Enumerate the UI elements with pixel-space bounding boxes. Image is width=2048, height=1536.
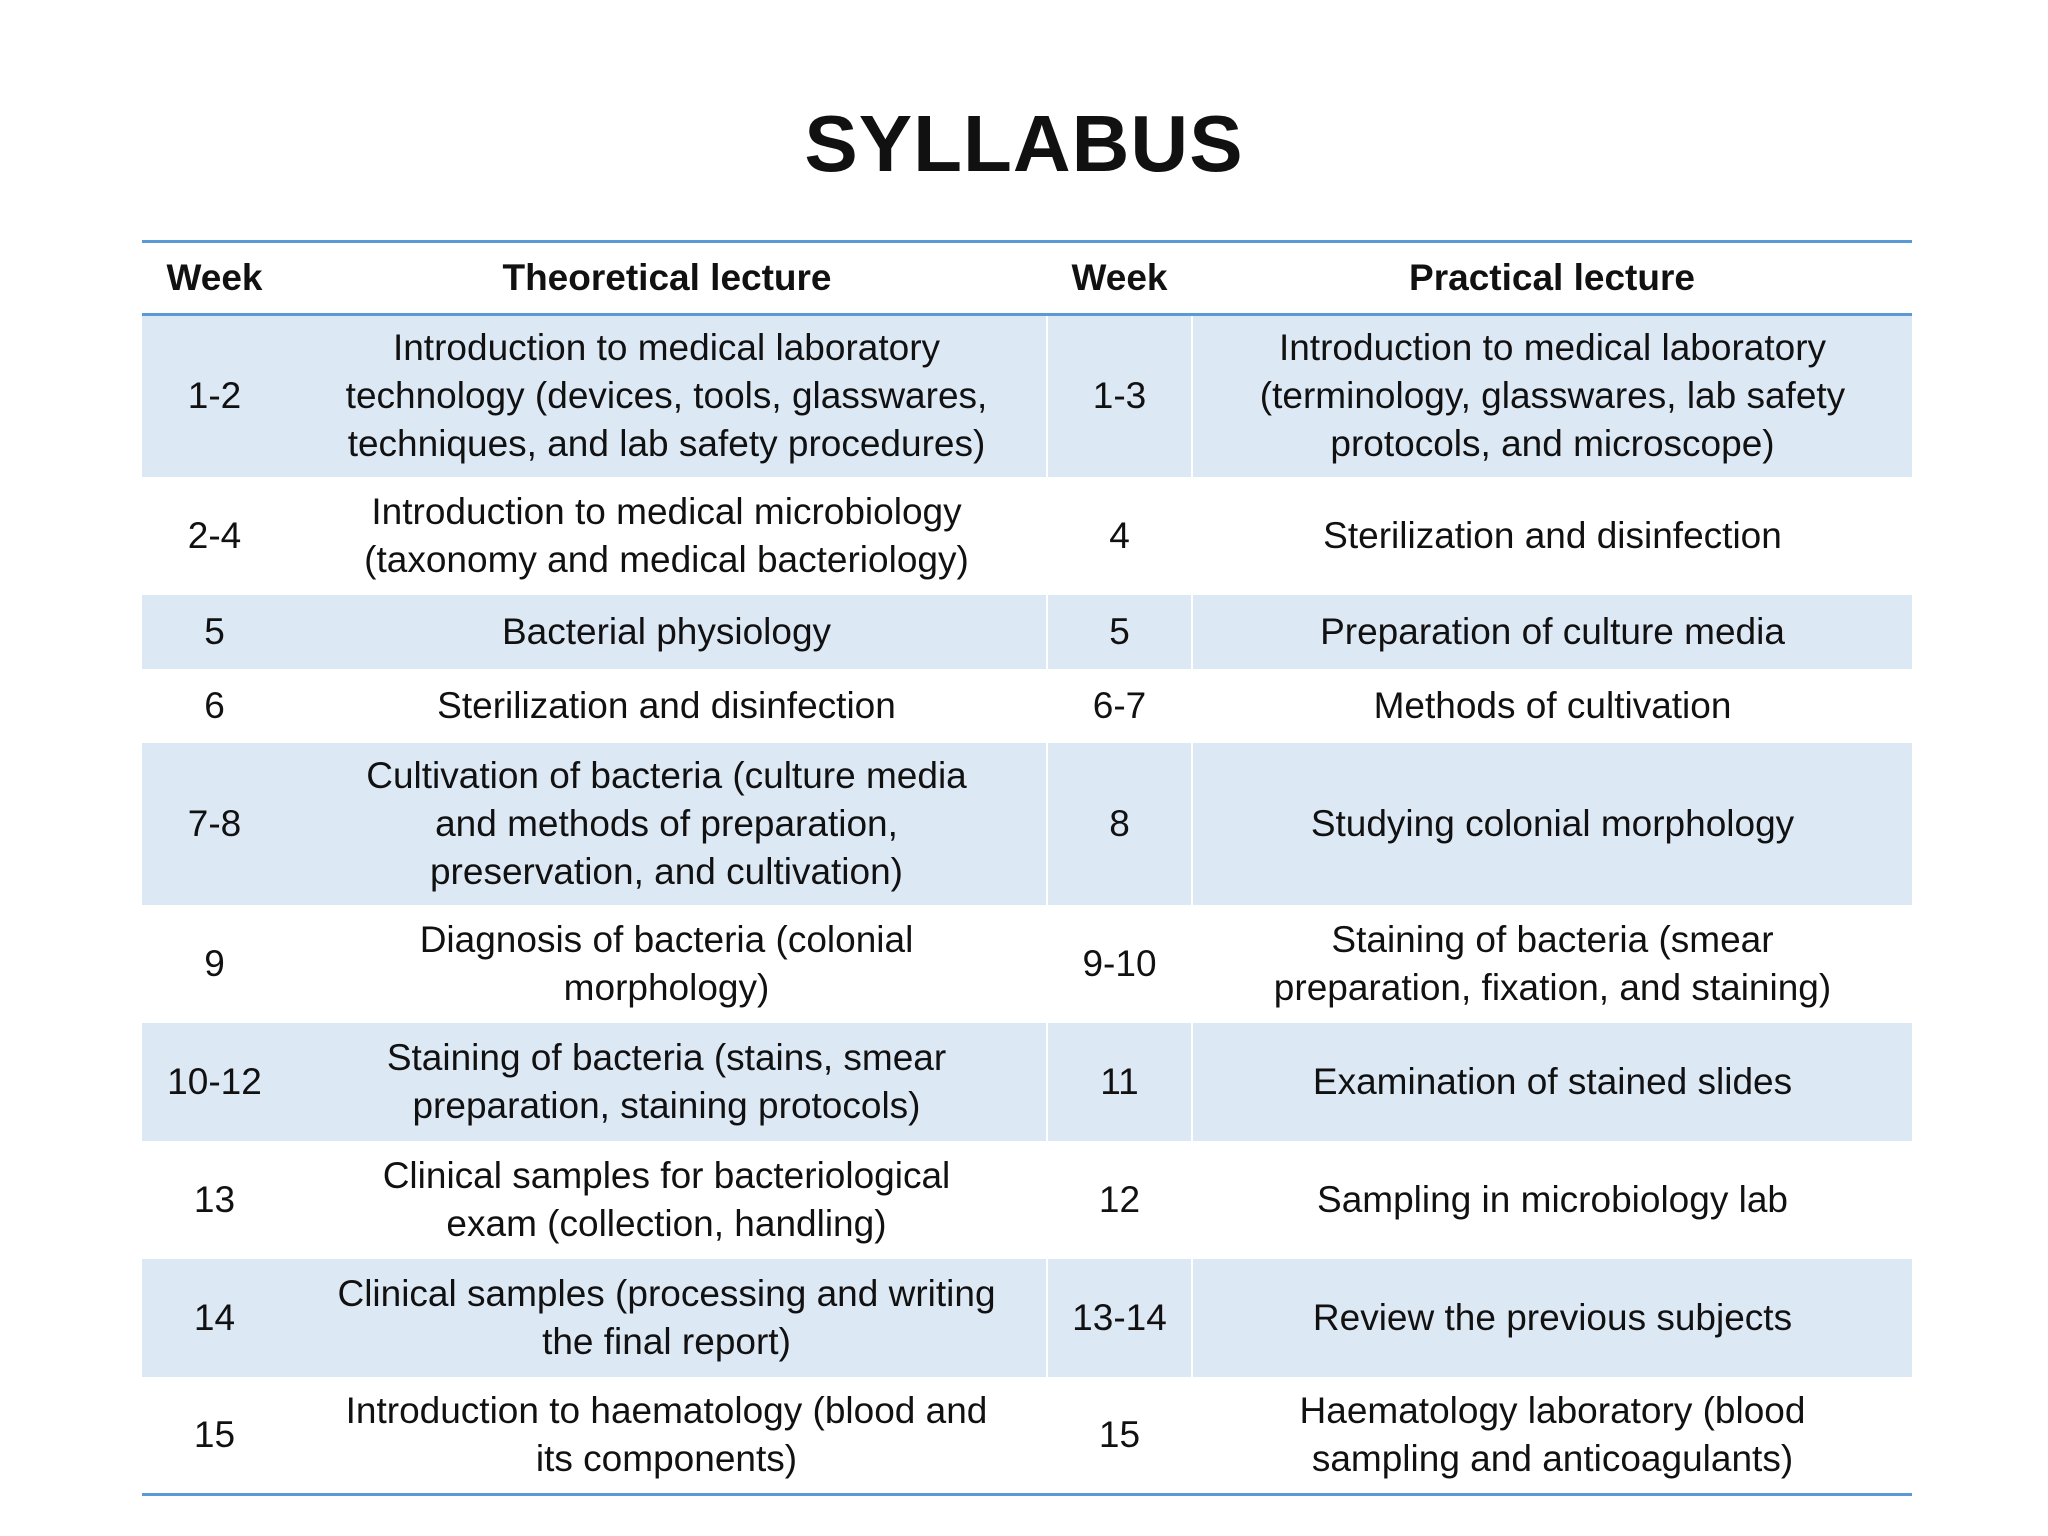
table-row [142,595,1912,669]
cell-theoretical-lecture [287,669,1047,743]
cell-week-practical: 1-3 [1047,315,1192,477]
cell-practical-lecture [1192,743,1912,905]
cell-practical-lecture [1192,1259,1912,1377]
cell-week-practical: 5 [1047,595,1192,669]
cell-theoretical-lecture-text [383,1152,951,1248]
cell-theoretical-lecture-line: Sterilization and disinfection [437,684,896,726]
cell-practical-lecture [1192,1141,1912,1259]
cell-practical-lecture-text [1300,1387,1806,1483]
cell-practical-lecture-line: protocols, and microscope) [1330,423,1775,465]
cell-week-theory: 6 [142,669,287,743]
cell-theoretical-lecture-line: its components) [535,1437,798,1479]
header-week-theory: Week [142,242,287,315]
cell-theoretical-lecture [287,1377,1047,1495]
cell-theoretical-lecture-text [502,608,831,656]
cell-theoretical-lecture-line: exam (collection, handling) [446,1202,887,1244]
cell-practical-lecture-line: Examination of stained slides [1312,1060,1793,1102]
cell-practical-lecture [1192,669,1912,743]
cell-theoretical-lecture-text [364,488,969,584]
cell-theoretical-lecture-text [346,324,988,468]
cell-theoretical-lecture-line: Introduction to medical laboratory [392,327,941,369]
cell-week-practical: 9-10 [1047,905,1192,1023]
cell-week-theory: 14 [142,1259,287,1377]
cell-week-theory: 5 [142,595,287,669]
cell-practical-lecture-line: (terminology, glasswares, lab safety [1259,375,1846,417]
cell-practical-lecture-text [1311,800,1794,848]
header-practical-lecture: Practical lecture [1192,242,1912,315]
cell-practical-lecture-text [1274,916,1831,1012]
cell-theoretical-lecture-line: Introduction to medical microbiology [371,490,962,532]
cell-week-practical: 15 [1047,1377,1192,1495]
cell-practical-lecture-text [1320,608,1785,656]
table-row [142,669,1912,743]
table-row [142,1259,1912,1377]
cell-theoretical-lecture [287,1141,1047,1259]
cell-week-practical: 13-14 [1047,1259,1192,1377]
cell-theoretical-lecture-line: morphology) [563,966,770,1008]
cell-theoretical-lecture-line: Clinical samples for bacteriological [382,1154,951,1196]
cell-practical-lecture-text [1313,1294,1792,1342]
cell-week-practical: 8 [1047,743,1192,905]
cell-practical-lecture-line: Sterilization and disinfection [1323,514,1782,556]
table-row [142,743,1912,905]
cell-theoretical-lecture-text [366,752,967,896]
cell-theoretical-lecture-line: preservation, and cultivation) [429,850,904,892]
cell-practical-lecture-line: Staining of bacteria (smear [1331,918,1774,960]
cell-theoretical-lecture-line: Staining of bacteria (stains, smear [386,1036,947,1078]
cell-practical-lecture-line: Studying colonial morphology [1310,802,1795,844]
cell-theoretical-lecture-line: and methods of preparation, [435,802,898,844]
cell-practical-lecture-line: Sampling in microbiology lab [1317,1178,1788,1220]
cell-practical-lecture-line: preparation, fixation, and staining) [1273,966,1832,1008]
cell-theoretical-lecture-line: preparation, staining protocols) [412,1084,921,1126]
cell-theoretical-lecture-text [346,1387,988,1483]
cell-practical-lecture-text [1313,1058,1792,1106]
cell-practical-lecture-line: sampling and anticoagulants) [1311,1437,1794,1479]
page-title: SYLLABUS [804,99,1244,188]
cell-theoretical-lecture-line: techniques, and lab safety procedures) [347,423,986,465]
cell-week-practical: 11 [1047,1023,1192,1141]
cell-theoretical-lecture-line: Introduction to haematology (blood and [345,1389,988,1431]
cell-week-theory: 9 [142,905,287,1023]
cell-theoretical-lecture-text [387,1034,946,1130]
cell-practical-lecture-text [1323,512,1782,560]
table-row [142,1023,1912,1141]
cell-week-practical: 6-7 [1047,669,1192,743]
table-row [142,1141,1912,1259]
cell-theoretical-lecture-line: Clinical samples (processing and writing [337,1272,996,1314]
cell-theoretical-lecture-line: (taxonomy and medical bacteriology) [364,538,969,580]
cell-practical-lecture [1192,1377,1912,1495]
cell-week-theory: 15 [142,1377,287,1495]
cell-theoretical-lecture [287,477,1047,595]
cell-theoretical-lecture-line: Cultivation of bacteria (culture media [366,754,967,796]
cell-week-theory: 10-12 [142,1023,287,1141]
cell-theoretical-lecture [287,905,1047,1023]
cell-practical-lecture [1192,315,1912,477]
cell-theoretical-lecture [287,1259,1047,1377]
cell-practical-lecture [1192,1023,1912,1141]
cell-theoretical-lecture-text [420,916,914,1012]
cell-week-theory: 2-4 [142,477,287,595]
syllabus-table [142,240,1912,1496]
cell-practical-lecture-line: Preparation of culture media [1320,610,1785,652]
cell-theoretical-lecture-line: the final report) [542,1320,791,1362]
cell-practical-lecture-line: Introduction to medical laboratory [1278,327,1827,369]
cell-week-theory: 1-2 [142,315,287,477]
cell-practical-lecture-text [1260,324,1845,468]
header-theoretical-lecture: Theoretical lecture [287,242,1047,315]
cell-theoretical-lecture-line: Bacterial physiology [501,610,832,652]
table-header-row [142,242,1912,315]
table-row [142,905,1912,1023]
table-row [142,477,1912,595]
cell-week-practical: 4 [1047,477,1192,595]
header-week-practical: Week [1047,242,1192,315]
cell-theoretical-lecture [287,743,1047,905]
cell-practical-lecture-line: Haematology laboratory (blood [1299,1389,1806,1431]
cell-practical-lecture [1192,477,1912,595]
cell-practical-lecture-text [1374,682,1732,730]
cell-theoretical-lecture-line: Diagnosis of bacteria (colonial [419,918,914,960]
cell-theoretical-lecture-text [337,1270,995,1366]
cell-theoretical-lecture [287,1023,1047,1141]
cell-practical-lecture [1192,905,1912,1023]
cell-theoretical-lecture-text [437,682,896,730]
syllabus-body [142,315,1912,1495]
cell-practical-lecture-text [1317,1176,1788,1224]
cell-practical-lecture [1192,595,1912,669]
cell-theoretical-lecture-line: technology (devices, tools, glasswares, [345,375,988,417]
cell-practical-lecture-line: Review the previous subjects [1312,1296,1793,1338]
cell-theoretical-lecture [287,595,1047,669]
table-row [142,315,1912,477]
cell-week-theory: 7-8 [142,743,287,905]
cell-week-theory: 13 [142,1141,287,1259]
table-row [142,1377,1912,1495]
cell-theoretical-lecture [287,315,1047,477]
cell-week-practical: 12 [1047,1141,1192,1259]
cell-practical-lecture-line: Methods of cultivation [1373,684,1732,726]
